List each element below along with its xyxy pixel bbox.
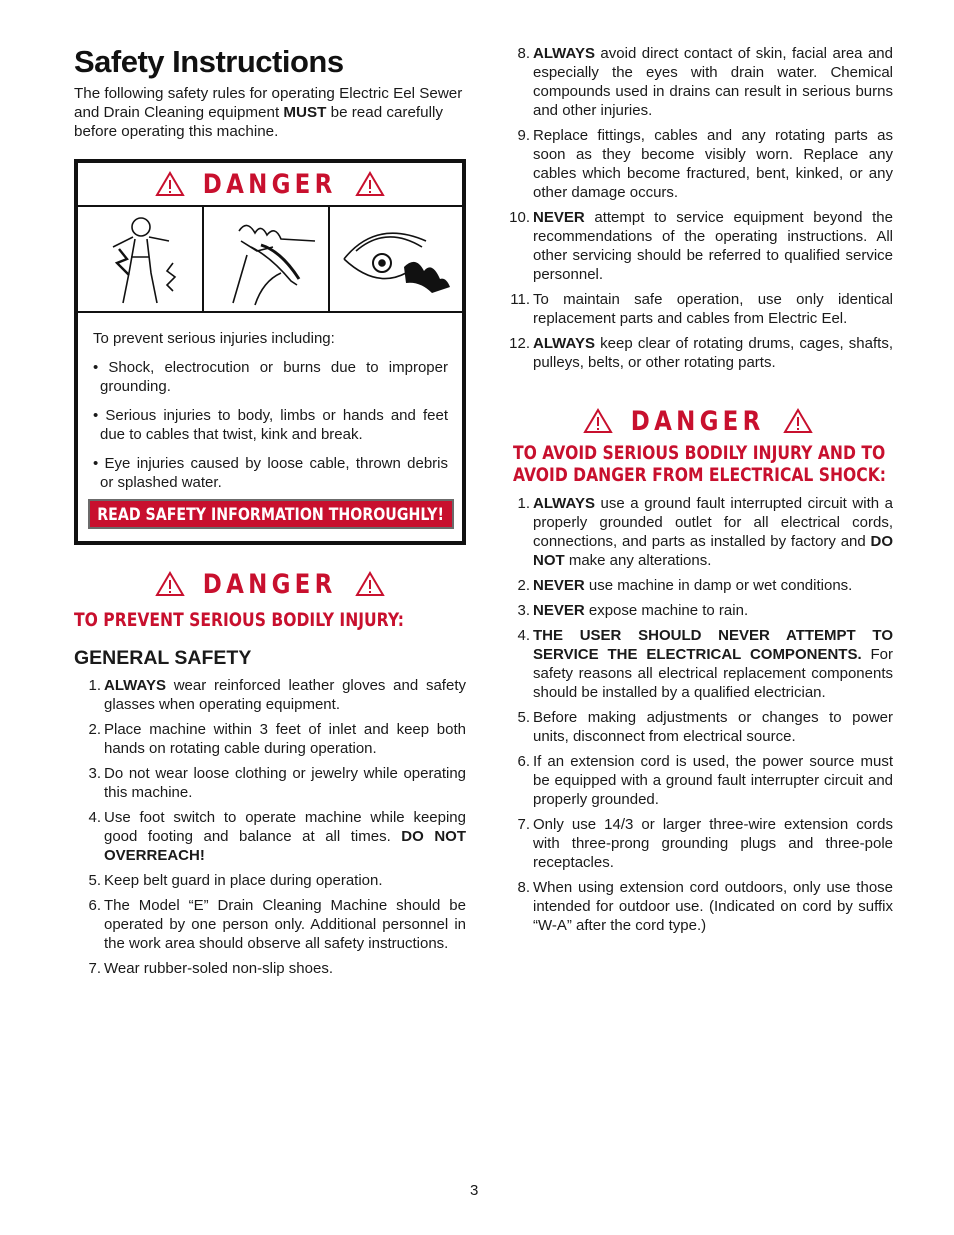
warning-triangle-icon [155, 571, 185, 597]
list-item: 4. THE USER SHOULD NEVER ATTEMPT TO SERVICE THE ELECTRICAL COMPONENTS. For safety reasons all electrical replacement components should be installed by a qualified electrician. [503, 626, 893, 702]
item-number: 9. [517, 127, 530, 144]
list-item: 3. Do not wear loose clothing or jewelry while operating this machine. [74, 764, 466, 802]
list-item: 12. ALWAYS keep clear of rotating drums, cages, shafts, pulleys, belts, or other rotating parts. [503, 334, 893, 372]
list-item: 1. ALWAYS wear reinforced leather gloves and safety glasses when operating equipment. [74, 676, 466, 714]
list-item: 1. ALWAYS use a ground fault interrupted circuit with a properly grounded outlet for all electrical cords, connections, and parts as installed by factory and DO NOT make any alterations. [503, 494, 893, 570]
list-item: 8. When using extension cord outdoors, only use those intended for outdoor use. (Indicated on cord by suffix “W-A” after the cord type.) [503, 878, 893, 935]
item-number: 8. [517, 879, 530, 896]
list-item: 6. The Model “E” Drain Cleaning Machine should be operated by one person only. Additional personnel in the work area should observe all safety instructions. [74, 896, 466, 953]
item-number: 10. [509, 209, 530, 226]
item-number: 5. [88, 872, 101, 889]
general-safety-list-continued [503, 44, 893, 372]
section-subtitle: TO AVOID SERIOUS BODILY INJURY AND TO AVOID DANGER FROM ELECTRICAL SHOCK: [513, 442, 887, 486]
danger-label: DANGER [631, 405, 765, 437]
warning-triangle-icon [583, 408, 613, 434]
item-number: 11. [510, 291, 530, 308]
danger-header [503, 402, 893, 440]
list-item: 5. Keep belt guard in place during operation. [74, 871, 466, 890]
item-number: 4. [517, 627, 530, 644]
item-number: 12. [509, 335, 530, 352]
list-item: 6. If an extension cord is used, the power source must be equipped with a ground fault interrupter circuit and properly grounded. [503, 752, 893, 809]
list-item: 11. To maintain safe operation, use only identical replacement parts and cables from Electric Eel. [503, 290, 893, 328]
page-number: 3 [470, 1182, 479, 1199]
twisted-cable-hand-icon [204, 207, 330, 311]
danger-box-body [78, 313, 462, 492]
list-item: 9. Replace fittings, cables and any rotating parts as soon as they become visibly worn. Replace any cables which become fractured, bent, kinked, or any other damage occurs. [503, 126, 893, 202]
warning-triangle-icon [355, 571, 385, 597]
right-column [503, 44, 893, 941]
item-number: 7. [88, 960, 101, 977]
list-item: 2. NEVER use machine in damp or wet conditions. [503, 576, 893, 595]
danger-header [74, 565, 466, 603]
list-item: • Serious injuries to body, limbs or hands and feet due to cables that twist, kink and break. [93, 407, 448, 443]
danger-label: DANGER [203, 568, 337, 600]
list-item: 4. Use foot switch to operate machine while keeping good footing and balance at all times. DO NOT OVERREACH! [74, 808, 466, 865]
item-number: 3. [88, 765, 101, 782]
item-number: 4. [88, 809, 101, 826]
read-safety-banner: READ SAFETY INFORMATION THOROUGHLY! [88, 499, 454, 529]
electrical-safety-list [503, 494, 893, 935]
warning-triangle-icon [355, 171, 385, 197]
list-item: 2. Place machine within 3 feet of inlet and keep both hands on rotating cable during operation. [74, 720, 466, 758]
danger-label: DANGER [203, 168, 337, 200]
page-title: Safety Instructions [74, 44, 344, 79]
list-item: 5. Before making adjustments or changes to power units, disconnect from electrical source. [503, 708, 893, 746]
item-number: 6. [517, 753, 530, 770]
item-number: 7. [517, 816, 530, 833]
section-subtitle: TO PREVENT SERIOUS BODILY INJURY: [74, 609, 404, 631]
warning-triangle-icon [155, 171, 185, 197]
list-item: 7. Wear rubber-soled non-slip shoes. [74, 959, 466, 978]
item-number: 3. [517, 602, 530, 619]
section-heading: GENERAL SAFETY [74, 647, 252, 669]
item-number: 2. [88, 721, 101, 738]
item-number: 5. [517, 709, 530, 726]
danger-box [74, 159, 466, 545]
item-number: 1. [88, 677, 101, 694]
item-number: 2. [517, 577, 530, 594]
eye-hazard-icon [330, 207, 462, 311]
list-item: 3. NEVER expose machine to rain. [503, 601, 893, 620]
list-item: 10. NEVER attempt to service equipment beyond the recommendations of the operating instructions. All other servicing should be referred to qualified service personnel. [503, 208, 893, 284]
intro-paragraph: The following safety rules for operating Electric Eel Sewer and Drain Cleaning equipment MUST be read carefully before operating this machine. [74, 85, 463, 140]
item-number: 6. [88, 897, 101, 914]
item-number: 1. [517, 495, 530, 512]
hazard-pictograms [78, 207, 462, 313]
warning-triangle-icon [783, 408, 813, 434]
list-item: 8. ALWAYS avoid direct contact of skin, facial area and especially the eyes with drain water. Chemical compounds used in drains can result in serious burns and other injuries. [503, 44, 893, 120]
list-item: 7. Only use 14/3 or larger three-wire extension cords with three-prong grounding plugs and three-pole receptacles. [503, 815, 893, 872]
list-item: • Shock, electrocution or burns due to improper grounding. [93, 359, 448, 395]
danger-header [78, 163, 462, 207]
box-lead: To prevent serious injuries including: [93, 330, 335, 347]
item-number: 8. [517, 45, 530, 62]
list-item: • Eye injuries caused by loose cable, thrown debris or splashed water. [93, 455, 448, 491]
left-column [74, 44, 466, 984]
shock-person-icon [78, 207, 204, 311]
general-safety-list [74, 676, 466, 978]
